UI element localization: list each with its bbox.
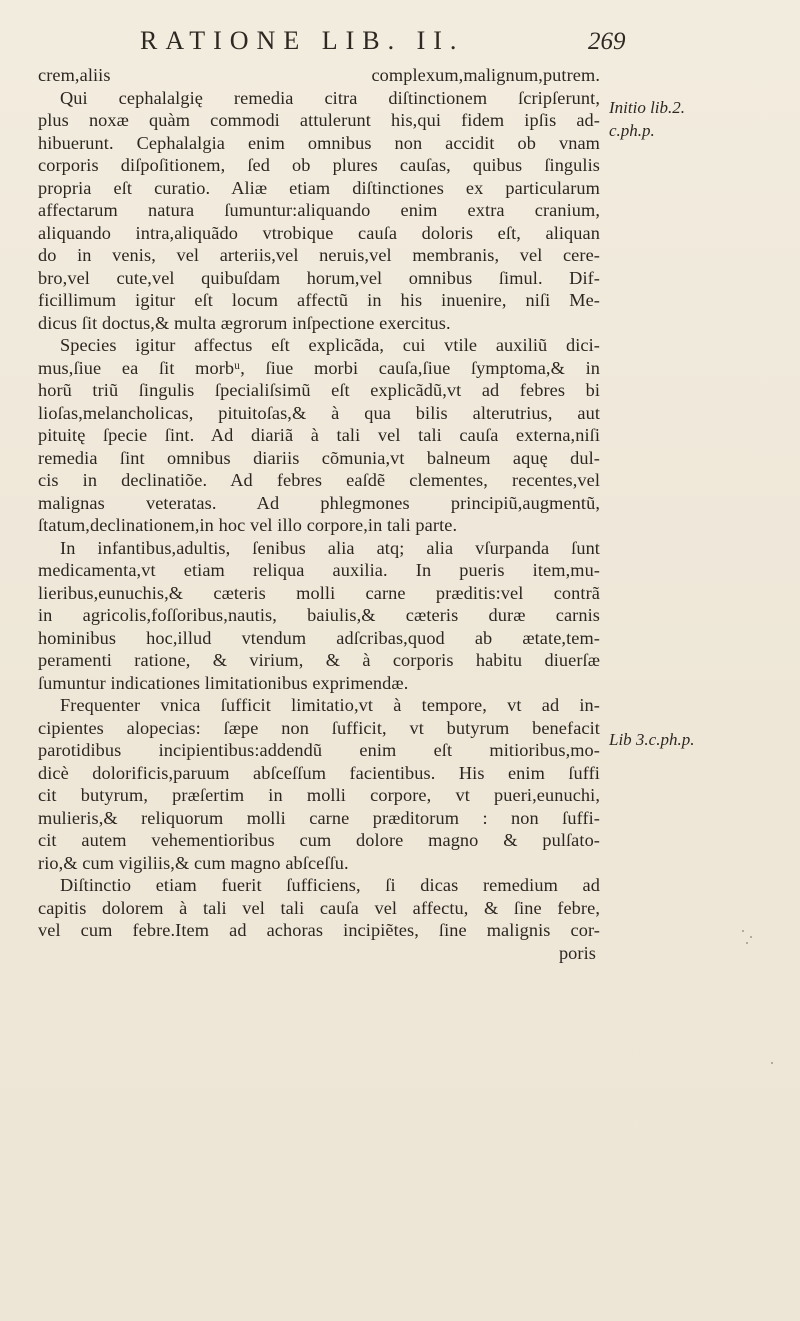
margin-note-line: Initio lib.2.	[609, 98, 686, 117]
page-number: 269	[588, 28, 626, 55]
text-line: Frequenter vnica ſufficit limitatio,vt à tempore, vt ad in-	[60, 695, 600, 715]
text-line: pituitę ſpecie ſint. Ad diariã à tali vel tali cauſa externa,niſi	[38, 425, 600, 445]
paper-speck	[750, 936, 752, 938]
text-line: ſumuntur indicationes limitationibus exprimendæ.	[38, 672, 409, 693]
text-line: Diſtinctio etiam fuerit ſufficiens, ſi dicas remedium ad	[60, 875, 600, 895]
text-line: propria eſt curatio. Aliæ etiam diſtinctiones ex particularum	[38, 177, 600, 198]
text-line: corporis diſpoſitionem, ſed ob plures cauſas, quibus ſingulis	[38, 155, 600, 175]
text-line: parotidibus incipientibus:addendũ enim eſt mitioribus,mo-	[38, 740, 600, 760]
text-line: hibuerunt. Cephalalgia enim omnibus non accidit ob vnam	[38, 132, 600, 153]
text-line: Species igitur affectus eſt explicãda, cui vtile auxiliũ dici-	[60, 335, 600, 355]
running-head: RATIONE LIB. II.	[140, 26, 465, 55]
text-line: lieribus,eunuchis,& cæteris molli carne præditis:vel contrã	[38, 582, 600, 603]
text-line: Qui cephalalgię remedia citra diſtinctionem ſcripſerunt,	[60, 87, 600, 108]
text-line: In infantibus,adultis, ſenibus alia atq; alia vſurpanda ſunt	[60, 537, 600, 558]
margin-note-lib	[609, 729, 694, 752]
text-line: remedia ſint omnibus diariis cõmunia,vt balneum aquę dul-	[38, 447, 600, 468]
text-line: ficillimum igitur eſt locum affectũ in his inuenire, niſi Me-	[38, 290, 600, 310]
text-line: horũ triũ ſingulis ſpecialiſsimũ eſt explicãdũ,vt ad febres bi	[38, 380, 600, 400]
text-line: cis in declinatiõe. Ad febres eaſdẽ clementes, recentes,vel	[38, 470, 600, 490]
text-line: malignas veteratas. Ad phlegmones principiũ,augmentũ,	[38, 492, 600, 513]
catchword: poris	[558, 942, 596, 963]
text-line: crem,aliis complexum,malignum,putrem.	[38, 65, 600, 85]
text-line: mus,ſiue ea ſit morbᵘ, ſiue morbi cauſa,ſiue ſymptoma,& in	[38, 357, 600, 378]
text-line: mulieris,& reliquorum molli carne præditorum : non ſuffi-	[38, 807, 600, 828]
text-line: in agricolis,foſſoribus,nautis, baiulis,& cæteris duræ carnis	[38, 605, 600, 625]
text-line: bro,vel cute,vel quibuſdam horum,vel omnibus ſimul. Dif-	[38, 267, 600, 288]
paper-speck	[746, 942, 748, 944]
text-line: hominibus hoc,illud vtendum adſcribas,quod ab ætate,tem-	[38, 627, 600, 648]
text-line: dicus ſit doctus,& multa ægrorum inſpectione exercitus.	[38, 312, 451, 333]
paper-speck	[742, 930, 744, 932]
text-line: ſtatum,declinationem,in hoc vel illo corpore,in tali parte.	[38, 515, 458, 535]
text-line: medicamenta,vt etiam reliqua auxilia. In pueris item,mu-	[38, 560, 600, 580]
text-line: lioſas,melancholicas, pituitoſas,& à qua bilis alterutrius, aut	[38, 402, 600, 423]
text-line: cit autem vehementioribus cum dolore magno & pulſato-	[38, 830, 600, 850]
text-line: dicè dolorificis,paruum abſceſſum facientibus. His enim ſuffi	[38, 762, 600, 783]
paper-speck	[771, 1062, 773, 1064]
text-line: vel cum febre.Item ad achoras incipiẽtes, ſine malignis cor-	[38, 920, 600, 940]
text-line: affectarum natura ſumuntur:aliquando enim extra cranium,	[38, 200, 600, 220]
text-line: peramenti ratione, & virium, & à corporis habitu diuerſæ	[38, 650, 600, 670]
text-line: capitis dolorem à tali vel tali cauſa vel affectu, & ſine febre,	[38, 897, 600, 918]
text-line: rio,& cum vigiliis,& cum magno abſceſſu.	[38, 852, 349, 873]
margin-note-line: c.ph.p.	[609, 120, 655, 140]
margin-note-line: Lib 3.c.ph.p.	[609, 730, 695, 749]
text-line: plus noxæ quàm commodi attulerunt his,qui fidem ipſis ad-	[38, 110, 600, 130]
body-text	[38, 64, 600, 964]
margin-note-initio	[609, 97, 685, 142]
text-line: cit butyrum, præſertim in molli corpore, vt pueri,eunuchi,	[38, 785, 600, 805]
text-line: cipientes alopecias: ſæpe non ſufficit, vt butyrum benefacit	[38, 717, 600, 738]
text-line: aliquando intra,aliquãdo vtrobique cauſa doloris eſt, aliquan	[38, 222, 600, 243]
text-line: do in venis, vel arteriis,vel neruis,vel membranis, vel cere-	[38, 245, 600, 265]
